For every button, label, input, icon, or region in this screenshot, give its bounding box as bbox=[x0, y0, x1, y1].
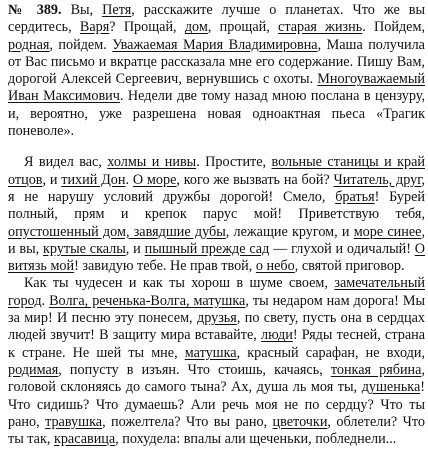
text-run: . Недели две тому назад мною послана в цензуру, и, вероятно, уже разрешена новая одноактная пьеса «Трагик поневоле». bbox=[8, 88, 425, 140]
p1-content bbox=[8, 2, 425, 139]
p2-content bbox=[8, 154, 425, 274]
underlined-address: братья bbox=[335, 188, 375, 205]
text-run: ! завидую тебе. Не прав твой, bbox=[74, 258, 256, 275]
text-run: , пойдем. bbox=[49, 36, 113, 53]
text-run: , похудела: впалы али щеченьки, побледнели... bbox=[115, 431, 397, 448]
text-run: , прощай, bbox=[207, 19, 279, 36]
text-run: . bbox=[41, 292, 50, 309]
text-run: , ты недаром нам дорога! Мы за мир! И песню эту понесем, bbox=[8, 292, 426, 327]
text-run: , кого же вызвать на бой? bbox=[176, 171, 334, 188]
paragraph-2 bbox=[8, 154, 425, 275]
underlined-address: замечательный город bbox=[8, 275, 425, 309]
underlined-address: Уважаемая Мария Владимировна bbox=[112, 36, 318, 53]
text-run: , красный сарафан, не входи, bbox=[236, 344, 425, 361]
text-run: , и вы, bbox=[8, 223, 425, 257]
text-run: . bbox=[125, 171, 133, 188]
underlined-address: опустошенный дом, завядшие дубы bbox=[8, 223, 226, 240]
underlined-address: пышный прежде сад bbox=[144, 240, 270, 257]
underlined-address: красавица bbox=[53, 431, 116, 448]
underlined-address: О море bbox=[132, 171, 177, 188]
text-run: ! Ряды тесней, страна к стране. Не шей ты мне, bbox=[8, 327, 425, 361]
text-run: , и bbox=[125, 240, 145, 257]
underlined-address: родная bbox=[8, 36, 50, 53]
text-run: , Маша получила от Вас письмо и вкратце рассказала мне его содержание. Пишу Вам, дорогой Алексей Сергеевич, вернувшись с охоты. bbox=[8, 36, 425, 88]
underlined-address: родимая bbox=[8, 361, 59, 378]
underlined-address: Петя bbox=[102, 2, 132, 18]
underlined-address: дом bbox=[184, 19, 208, 36]
text-run: , святой приговор. bbox=[294, 258, 405, 275]
text-run: Вы, bbox=[61, 2, 103, 18]
exercise-number: № 389. bbox=[8, 2, 62, 18]
underlined-address: душенька bbox=[361, 379, 421, 396]
text-run: ! Бурей полный, прям и крепок парус мой! Приветствую тебя, bbox=[8, 188, 425, 223]
text-run: , попусту в изъян. Что стоишь, качаясь, bbox=[58, 361, 331, 378]
underlined-address: тонкая рябина bbox=[330, 361, 422, 378]
underlined-address: крутые скалы bbox=[43, 240, 126, 257]
text-run: ? Прощай, bbox=[109, 19, 185, 36]
text-run: Я видел вас, bbox=[24, 154, 108, 171]
underlined-address: вольные станицы и край отцов bbox=[8, 154, 425, 188]
underlined-address: тихий Дон bbox=[61, 171, 126, 188]
text-run: , я не нарушу условий дружбы дорогой! Смело, bbox=[8, 171, 426, 205]
text-run: . Пойдем, bbox=[362, 19, 425, 36]
paragraph-1 bbox=[8, 2, 425, 140]
text-run: . Простите, bbox=[196, 154, 272, 171]
underlined-address: Многоуважаемый Иван Максимович bbox=[8, 71, 425, 105]
text-run: , расскажите лучше о планетах. Что же вы сердитесь, bbox=[8, 2, 426, 36]
underlined-address: старая жизнь bbox=[278, 19, 363, 36]
text-run: Как ты чудесен и как ты хорош в шуме своем, bbox=[24, 275, 335, 292]
underlined-address: цветочки bbox=[272, 413, 328, 430]
underlined-address: друзья bbox=[196, 310, 237, 327]
underlined-address: холмы и нивы bbox=[107, 154, 197, 171]
underlined-address: море синее bbox=[353, 223, 422, 240]
text-run: , по свету, пусть она в сердцах людей звучит! В защиту мира вставайте, bbox=[8, 310, 425, 344]
paragraph-3 bbox=[8, 275, 425, 448]
underlined-address: О витязь мой bbox=[8, 240, 425, 275]
text-run: , пожелтела? Что вы рано, bbox=[102, 413, 273, 430]
text-run: , головой склоняясь до самого тына? Ах, душа ль моя ты, bbox=[8, 361, 425, 396]
underlined-address: Волга, реченька-Волга, матушка bbox=[49, 292, 246, 309]
text-run: ! Что сидишь? Что думаешь? Али речь моя не по сердцу? Что ты рано, bbox=[8, 379, 425, 430]
underlined-address: о небо bbox=[255, 258, 295, 275]
p3-content bbox=[8, 275, 425, 447]
underlined-address: люди bbox=[261, 327, 293, 344]
text-run: , лежащие кругом, и bbox=[225, 223, 354, 240]
text-run: , облетели? Что ты так, bbox=[8, 413, 425, 448]
underlined-address: матушка bbox=[184, 344, 237, 361]
text-run: , и bbox=[42, 171, 62, 188]
underlined-address: травушка bbox=[45, 413, 103, 430]
text-run: — глухой и одичалый! bbox=[269, 240, 415, 257]
underlined-address: Читатель, друг bbox=[333, 171, 422, 188]
underlined-address: Варя bbox=[79, 19, 110, 36]
